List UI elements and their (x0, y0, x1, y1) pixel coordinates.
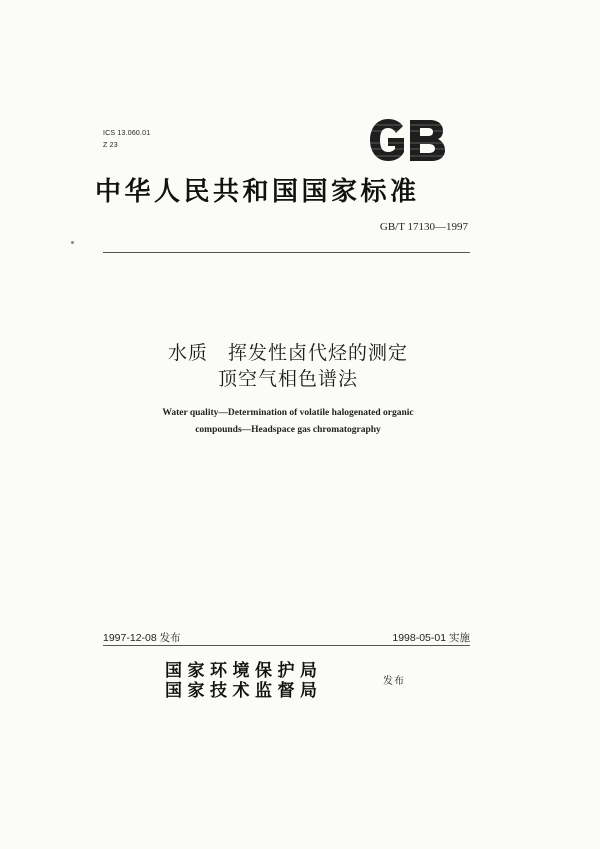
classification-codes (103, 128, 150, 152)
header-divider (103, 252, 470, 253)
issuing-authorities (165, 661, 323, 701)
chinese-title-line2: 顶空气相色谱法 (217, 368, 358, 390)
gb-logo (368, 116, 446, 164)
ics-code: ICS 13.060.01 (103, 130, 151, 137)
date-row (103, 630, 470, 644)
publish-label: 发布 (383, 676, 405, 687)
issuer-technical-supervision: 国家技术监督局 (165, 681, 323, 701)
standard-number: GB/T 17130—1997 (379, 221, 468, 233)
implementation-date: 1998-05-01 实施 (392, 632, 470, 644)
national-standard-title: 中华人民共和国国家标准 (95, 177, 420, 207)
footer-divider (103, 645, 470, 646)
english-title (0, 405, 576, 439)
chinese-title (0, 340, 576, 392)
issuer-environmental-protection: 国家环境保护局 (165, 661, 323, 681)
scan-speck (71, 241, 74, 244)
issue-date: 1997-12-08 发布 (103, 632, 181, 644)
english-title-line1: Water quality—Determination of volatile halogenated organic (162, 408, 414, 418)
english-title-line2: compounds—Headspace gas chromatography (195, 425, 381, 435)
chinese-title-line1: 水质 挥发性卤代烃的测定 (167, 342, 408, 364)
ccs-code: Z 23 (103, 142, 118, 149)
